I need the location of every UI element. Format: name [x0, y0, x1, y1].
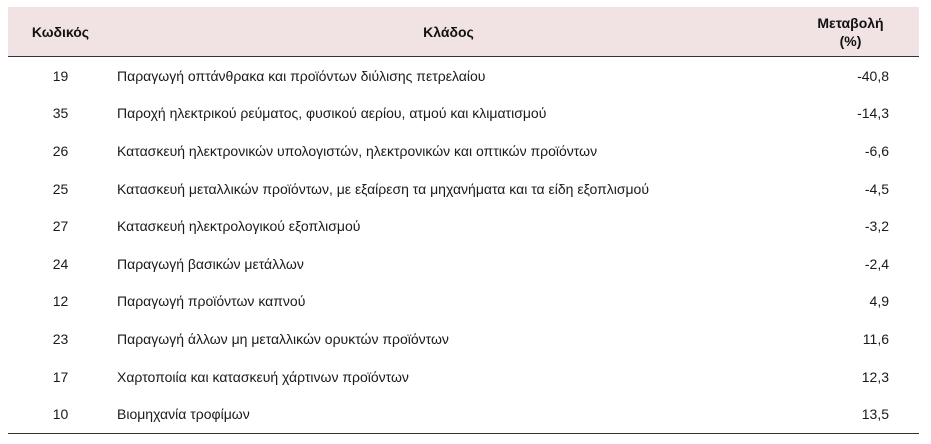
- table-row: [8, 395, 919, 433]
- sector-cell: Κατασκευή μεταλλικών προϊόντων, με εξαίρεση τα μηχανήματα και τα είδη εξοπλισμού: [117, 180, 649, 197]
- sector-change-table: [8, 7, 919, 434]
- sector-cell: Παραγωγή προϊόντων καπνού: [117, 293, 306, 310]
- table-row: [8, 207, 919, 245]
- sector-cell: Παραγωγή άλλων μη μεταλλικών ορυκτών προϊόντων: [117, 330, 449, 347]
- table-row: [8, 283, 919, 321]
- table-row: [8, 170, 919, 208]
- change-cell: 11,6: [862, 330, 889, 347]
- header-code: Κωδικός: [31, 23, 90, 40]
- sector-cell: Κατασκευή ηλεκτρολογικού εξοπλισμού: [117, 218, 361, 235]
- code-cell: 10: [52, 406, 69, 423]
- code-cell: 12: [52, 293, 69, 310]
- change-cell: -14,3: [857, 105, 889, 122]
- code-cell: 25: [52, 180, 69, 197]
- code-cell: 24: [52, 255, 69, 272]
- code-cell: 19: [52, 67, 69, 84]
- sector-cell: Παραγωγή οπτάνθρακα και προϊόντων διύλισης πετρελαίου: [117, 67, 486, 84]
- sector-cell: Παραγωγή βασικών μετάλλων: [117, 255, 304, 272]
- header-change-label: Μεταβολή: [817, 14, 884, 31]
- change-cell: 12,3: [861, 368, 889, 385]
- table-row: [8, 95, 919, 133]
- table-container: [8, 7, 919, 434]
- change-cell: -2,4: [864, 255, 889, 272]
- code-cell: 17: [52, 368, 69, 385]
- sector-cell: Παροχή ηλεκτρικού ρεύματος, φυσικού αερίου, ατμού και κλιματισμού: [117, 105, 547, 122]
- code-cell: 23: [52, 330, 69, 347]
- table-row: [8, 320, 919, 358]
- code-cell: 27: [52, 218, 69, 235]
- header-change-unit: (%): [839, 32, 862, 49]
- change-cell: 4,9: [869, 293, 889, 310]
- change-cell: -4,5: [864, 180, 889, 197]
- table-row: [8, 57, 919, 95]
- table-row: [8, 358, 919, 396]
- change-cell: -3,2: [864, 218, 889, 235]
- code-cell: 26: [52, 142, 69, 159]
- code-cell: 35: [52, 105, 69, 122]
- table-body: [8, 57, 919, 434]
- header-sector: Κλάδος: [423, 23, 474, 40]
- table-header: [8, 7, 919, 57]
- table-row: [8, 132, 919, 170]
- sector-cell: Βιομηχανία τροφίμων: [117, 406, 250, 423]
- header-row: [8, 7, 919, 57]
- sector-cell: Χαρτοποιία και κατασκευή χάρτινων προϊόντων: [117, 368, 409, 385]
- change-cell: -6,6: [864, 142, 889, 159]
- sector-cell: Κατασκευή ηλεκτρονικών υπολογιστών, ηλεκτρονικών και οπτικών προϊόντων: [117, 142, 598, 159]
- header-change: [784, 7, 919, 57]
- change-cell: -40,8: [857, 67, 889, 84]
- table-row: [8, 245, 919, 283]
- change-cell: 13,5: [861, 406, 889, 423]
